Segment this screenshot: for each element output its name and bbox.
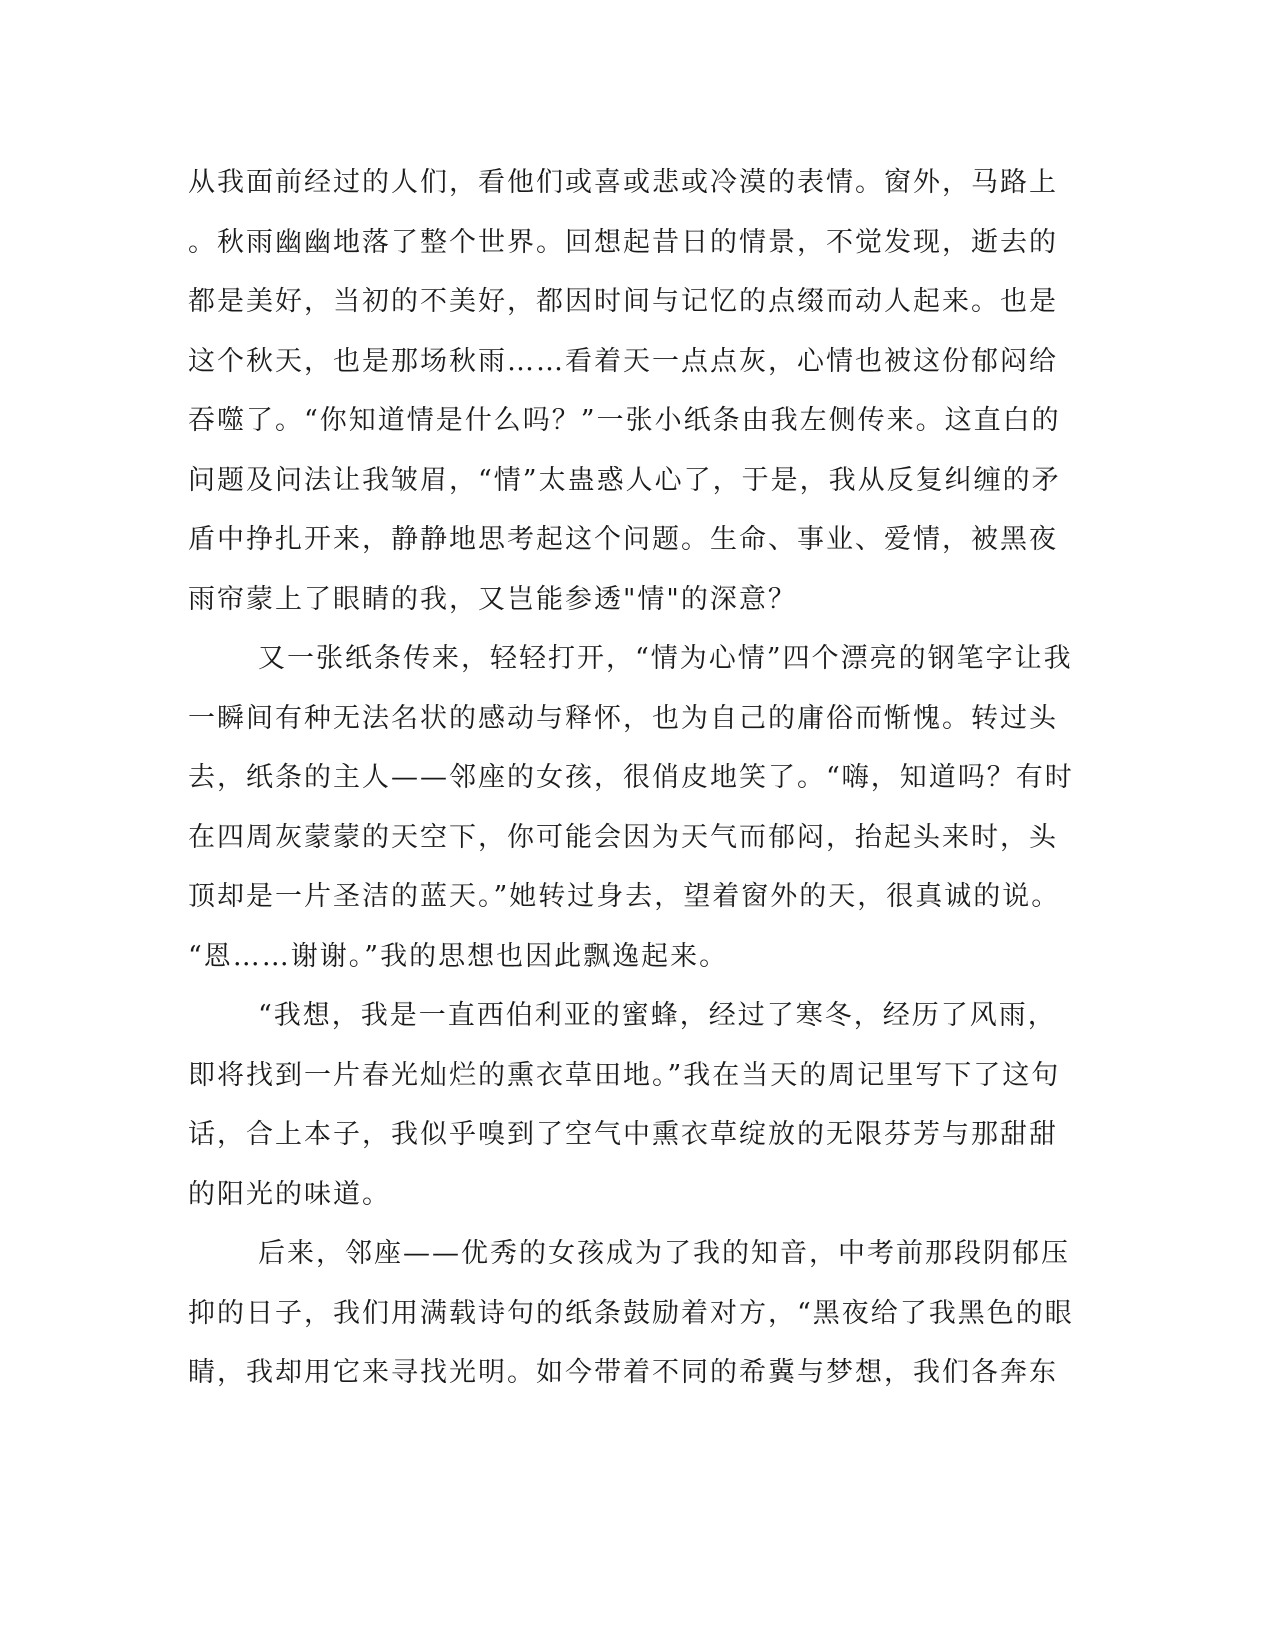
text-line: 抑的日子，我们用满载诗句的纸条鼓励着对方，“黑夜给了我黑色的眼 bbox=[188, 1297, 1074, 1329]
text-line: 这个秋天，也是那场秋雨……看着天一点点灰，心情也被这份郁闷给 bbox=[188, 345, 1058, 377]
text-line: 问题及问法让我皱眉，“情”太蛊惑人心了，于是，我从反复纠缠的矛 bbox=[188, 464, 1061, 496]
paragraph-first-line: “我想，我是一直西伯利亚的蜜蜂，经过了寒冬，经历了风雨， bbox=[258, 1000, 1057, 1031]
paragraph-first-line: 又一张纸条传来，轻轻打开，“情为心情”四个漂亮的钢笔字让我 bbox=[258, 643, 1073, 674]
text-line: 去，纸条的主人——邻座的女孩，很俏皮地笑了。“嗨，知道吗？有时 bbox=[188, 762, 1074, 793]
text-line: 一瞬间有种无法名状的感动与释怀，也为自己的庸俗而惭愧。转过头 bbox=[188, 702, 1058, 734]
text-line: 雨帘蒙上了眼睛的我，又岂能参透"情"的深意？ bbox=[188, 583, 797, 615]
body-text bbox=[188, 163, 1074, 1413]
paragraph-first-line: 后来，邻座——优秀的女孩成为了我的知音，中考前那段阴郁压 bbox=[258, 1238, 1070, 1269]
text-line: 从我面前经过的人们，看他们或喜或悲或冷漠的表情。窗外，马路上 bbox=[188, 167, 1058, 198]
text-line: 的阳光的味道。 bbox=[188, 1178, 391, 1210]
text-line: 顶却是一片圣洁的蓝天。”她转过身去，望着窗外的天，很真诚的说。 bbox=[188, 881, 1061, 912]
text-line: 即将找到一片春光灿烂的熏衣草田地。”我在当天的周记里写下了这句 bbox=[188, 1059, 1061, 1091]
text-line: 。秋雨幽幽地落了整个世界。回想起昔日的情景，不觉发现，逝去的 bbox=[188, 226, 1058, 258]
text-line: 吞噬了。“你知道情是什么吗？”一张小纸条由我左侧传来。这直白的 bbox=[188, 405, 1061, 436]
text-line: “恩……谢谢。”我的思想也因此飘逸起来。 bbox=[188, 940, 729, 972]
text-line: 在四周灰蒙蒙的天空下，你可能会因为天气而郁闷，抬起头来时，头 bbox=[188, 821, 1058, 853]
text-line: 睛，我却用它来寻找光明。如今带着不同的希冀与梦想，我们各奔东 bbox=[188, 1357, 1058, 1388]
text-line: 盾中挣扎开来，静静地思考起这个问题。生命、事业、爱情，被黑夜 bbox=[188, 524, 1058, 555]
text-line: 都是美好，当初的不美好，都因时间与记忆的点缀而动人起来。也是 bbox=[188, 286, 1058, 317]
text-line: 话，合上本子，我似乎嗅到了空气中熏衣草绽放的无限芬芳与那甜甜 bbox=[188, 1119, 1058, 1150]
